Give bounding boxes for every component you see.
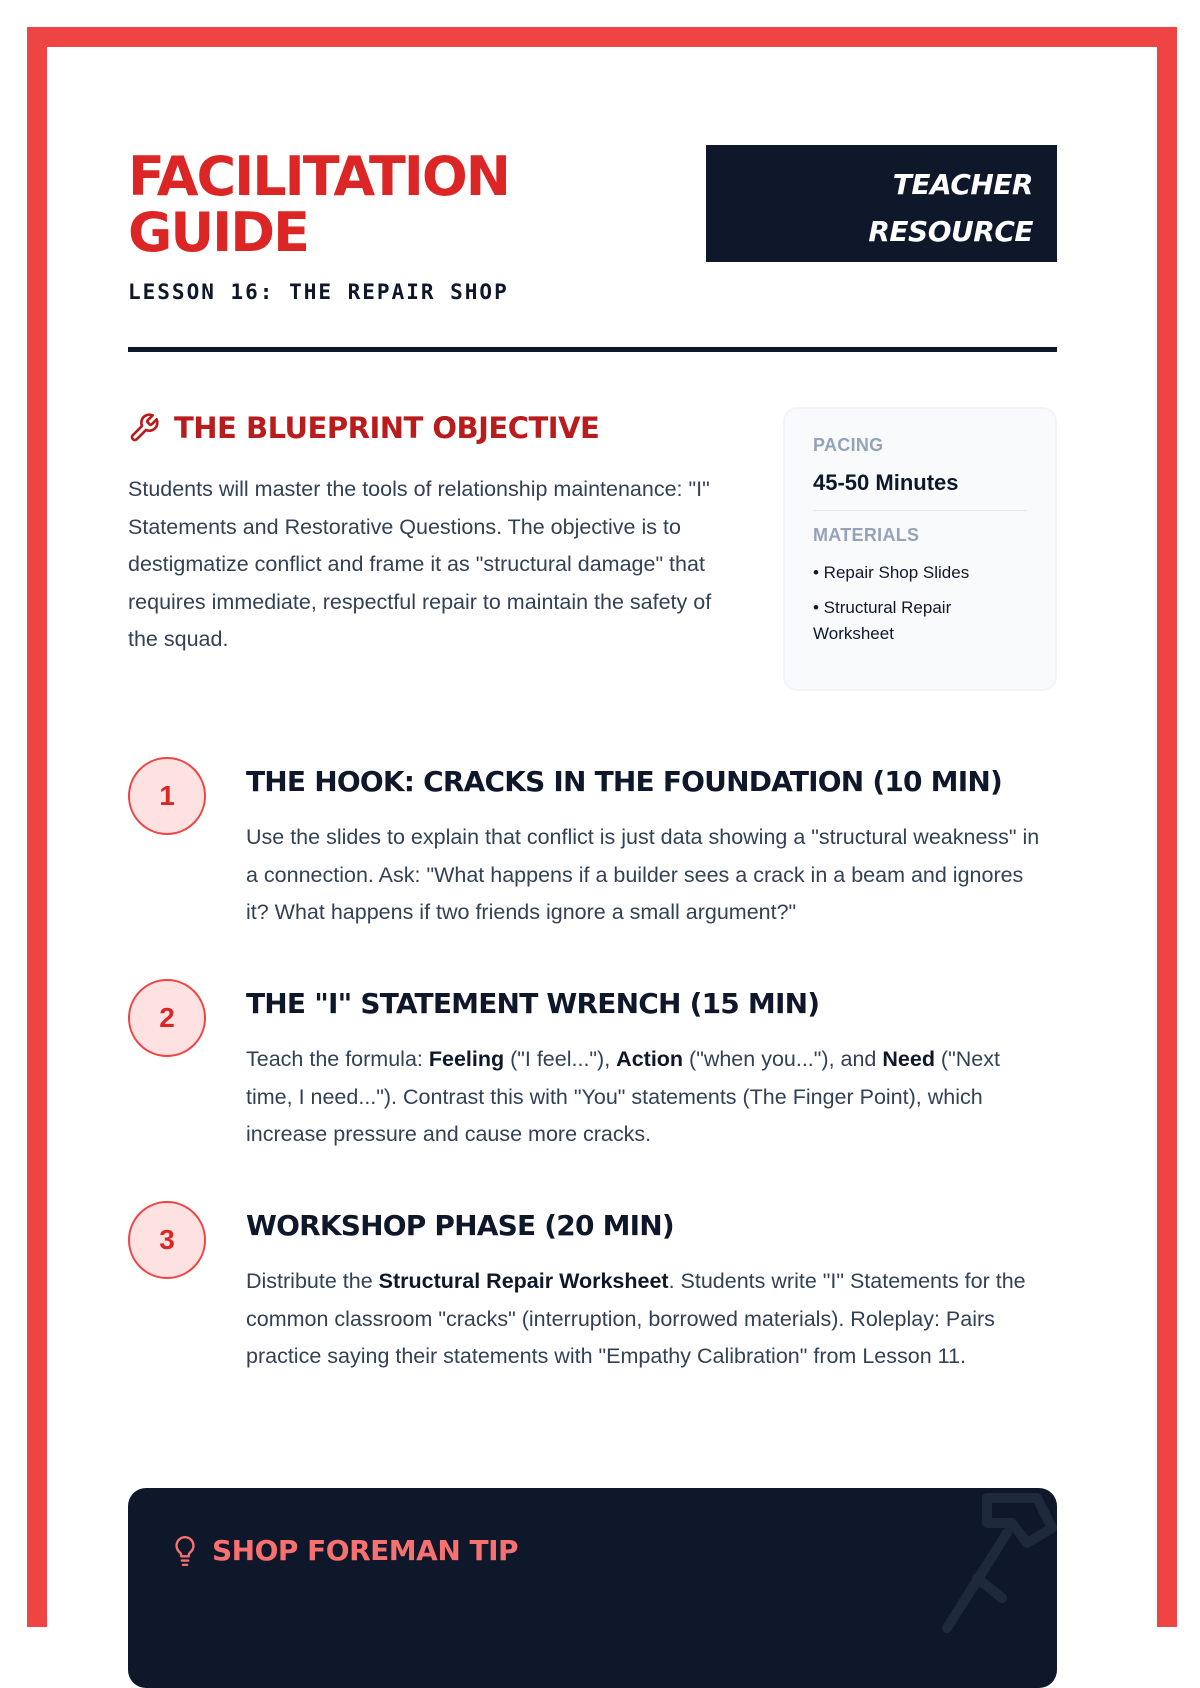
step-keyword: Action xyxy=(616,1047,684,1071)
step-title: WORKSHOP PHASE (20 MIN) xyxy=(246,1209,674,1242)
lesson-subtitle: LESSON 16: THE REPAIR SHOP xyxy=(128,280,509,304)
step-number: 3 xyxy=(128,1201,206,1279)
objective-heading xyxy=(128,411,599,445)
materials-item: • Structural Repair Worksheet xyxy=(813,598,952,643)
tip-heading-text: SHOP FOREMAN TIP xyxy=(212,1534,519,1567)
pacing-value: 45-50 Minutes xyxy=(813,470,959,495)
step-text: ("I feel..."), xyxy=(504,1047,617,1071)
materials-label: MATERIALS xyxy=(813,525,920,545)
lightbulb-icon xyxy=(172,1535,198,1567)
tip-heading xyxy=(172,1534,518,1567)
materials-item: • Repair Shop Slides xyxy=(813,563,970,582)
wrench-icon xyxy=(128,412,160,444)
badge-line-2: RESOURCE xyxy=(868,215,1033,248)
objective-text: Students will master the tools of relationship maintenance: "I" Statements and Restorative Questions. The objective is to destigmatize conflict and frame it as "structural damage" that requires immediate, respectful repair to maintain the safety of the squad. xyxy=(128,477,712,651)
page-frame xyxy=(27,27,1177,1627)
title-line-2: GUIDE xyxy=(128,201,308,264)
pacing-label: PACING xyxy=(813,435,884,455)
objective-heading-text: THE BLUEPRINT OBJECTIVE xyxy=(174,411,600,445)
step-text: ("when you..."), and xyxy=(683,1047,883,1071)
step-number: 1 xyxy=(128,757,206,835)
step-title: THE HOOK: CRACKS IN THE FOUNDATION (10 MIN) xyxy=(246,765,1002,798)
header-divider xyxy=(128,347,1057,352)
step-body: Use the slides to explain that conflict is just data showing a "structural weakness" in a connection. Ask: "What happens if a builder sees a crack in a beam and ignores it? What happens if two friends ignore a small argument?" xyxy=(246,825,1040,924)
step-title: THE "I" STATEMENT WRENCH (15 MIN) xyxy=(246,987,820,1020)
hammer-icon xyxy=(927,1488,1057,1638)
step-text: Distribute the xyxy=(246,1269,379,1293)
info-divider xyxy=(813,510,1027,511)
step-keyword: Need xyxy=(882,1047,935,1071)
step-text: ("Next time, I need..."). Contrast this with "You" statements (The Finger Point), which increase pressure and cause more cracks. xyxy=(246,1047,1000,1146)
page-title xyxy=(128,145,688,264)
step-body xyxy=(246,1041,1046,1154)
title-line-1: FACILITATION xyxy=(128,145,509,208)
step-text: Teach the formula: xyxy=(246,1047,429,1071)
materials-list xyxy=(813,560,1027,647)
badge-line-1: TEACHER xyxy=(892,168,1033,201)
step-body xyxy=(246,1263,1046,1376)
shop-foreman-tip-card xyxy=(128,1488,1057,1688)
step-keyword: Feeling xyxy=(428,1047,505,1071)
step-text: . Students write "I" Statements for the common classroom "cracks" (interruption, borrowed materials). Roleplay: Pairs practice saying their statements with "Empathy Calibration" from Lesson 11. xyxy=(246,1269,1026,1368)
step-keyword: Structural Repair Worksheet xyxy=(378,1269,669,1293)
info-card xyxy=(783,407,1057,691)
teacher-resource-badge xyxy=(706,145,1057,262)
step-number: 2 xyxy=(128,979,206,1057)
